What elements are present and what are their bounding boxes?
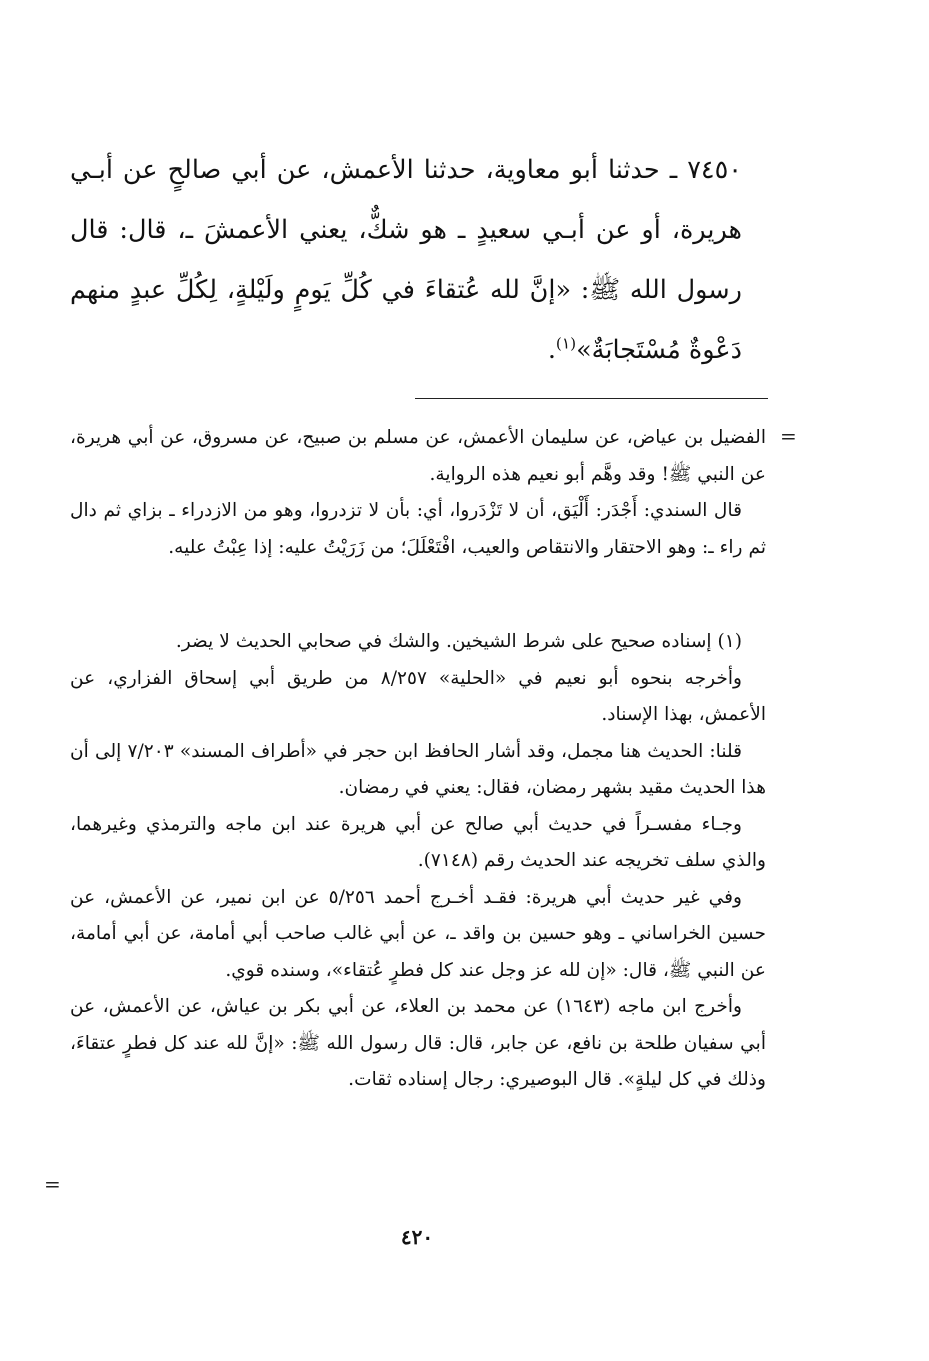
- footnote-text: قال السندي: أَجْدَر: أَلْيَق، أن لا تَزْدَروا، أي: بأن لا تزدروا، وهو من الازدراء ـ بزاي ثم دال ثم راء ـ: وهو الاحتقار والانتقاص والعيب، افْتَعْلَلَ؛ من زَرَيْتُ عليه: إذا عِبْتُ عليه.: [70, 500, 766, 558]
- continued-footnote: [70, 420, 766, 566]
- footnote-paragraph: [70, 807, 766, 880]
- footnote-text: الفضيل بن عياض، عن سليمان الأعمش، عن مسلم بن صبيح، عن مسروق، عن أبي هريرة، عن النبي ﷺ! وقد وهَّم أبو نعيم هذه الرواية.: [70, 427, 766, 485]
- footnote-ref: (١): [555, 334, 577, 353]
- continues-next-page-marker: =: [44, 1172, 61, 1196]
- footnote-1: [70, 624, 766, 1099]
- footnote-text: وجـاء مفسـراً في حديث أبي صالح عن أبي هريرة عند ابن ماجه والترمذي وغيرهما، والذي سلف تخريجه عند الحديث رقم (٧١٤٨).: [70, 813, 766, 871]
- footnote-text: وأخرجه بنحوه أبو نعيم في «الحلية» ٨/٢٥٧ من طريق أبي إسحاق الفزاري، عن الأعمش، بهذا الإسناد.: [70, 667, 766, 725]
- footnote-divider: [415, 398, 768, 399]
- footnote-paragraph: [70, 880, 766, 990]
- continued-from-previous-marker: =: [780, 424, 797, 448]
- footnote-text: وأخرج ابن ماجه (١٦٤٣) عن محمد بن العلاء، عن أبي بكر بن عياش، عن الأعمش، عن أبي سفيان طلحة بن نافع، عن جابر، قال: قال رسول الله ﷺ: «إنَّ لله عند كل فطرٍ عتقاءَ، وذلك في كل ليلةٍ». قال البوصيري: رجال إسناده ثقات.: [70, 996, 766, 1090]
- hadith-end: .: [547, 335, 556, 365]
- hadith-text: [70, 140, 742, 380]
- footnote-text: وفي غير حديث أبي هريرة: فقـد أخـرج أحمد ٥/٢٥٦ عن ابن نمير، عن الأعمش، عن حسين الخراساني ـ وهو حسين بن واقد ـ، عن أبي غالب صاحب أبي أمامة، عن أبي أمامة، عن النبي ﷺ، قال: «إن لله عز وجل عند كل فطرٍ عُتقاء»، وسنده قوي.: [70, 886, 766, 981]
- page-number: ٤٢٠: [400, 1225, 434, 1249]
- hadith-body: ٧٤٥٠ ـ حدثنا أبو معاوية، حدثنا الأعمش، عن أبي صالحٍ عن أبـي هريرة، أو عن أبـي سعيدٍ ـ هو شكٌّ، يعني الأعمشَ ـ، قال: قال رسول الله ﷺ: «إنَّ لله عُتقاءَ في كُلِّ يَومٍ ولَيْلةٍ، لِكُلِّ عبدٍ منهم دَعْوةٌ مُسْتَجابَةٌ»: [70, 155, 742, 365]
- footnote-paragraph: [70, 661, 766, 734]
- footnote-text: (١) إسناده صحيح على شرط الشيخين. والشك في صحابي الحديث لا يضر.: [175, 631, 742, 652]
- footnote-paragraph: [70, 420, 766, 493]
- footnote-text: قلنا: الحديث هنا مجمل، وقد أشار الحافظ ابن حجر في «أطراف المسند» ٧/٢٠٣ إلى أن هذا الحديث مقيد بشهر رمضان، فقال: يعني في رمضان.: [70, 740, 766, 798]
- footnote-paragraph: [70, 493, 766, 566]
- footnote-paragraph: [70, 734, 766, 807]
- footnote-paragraph: [70, 624, 766, 661]
- footnote-paragraph: [70, 989, 766, 1099]
